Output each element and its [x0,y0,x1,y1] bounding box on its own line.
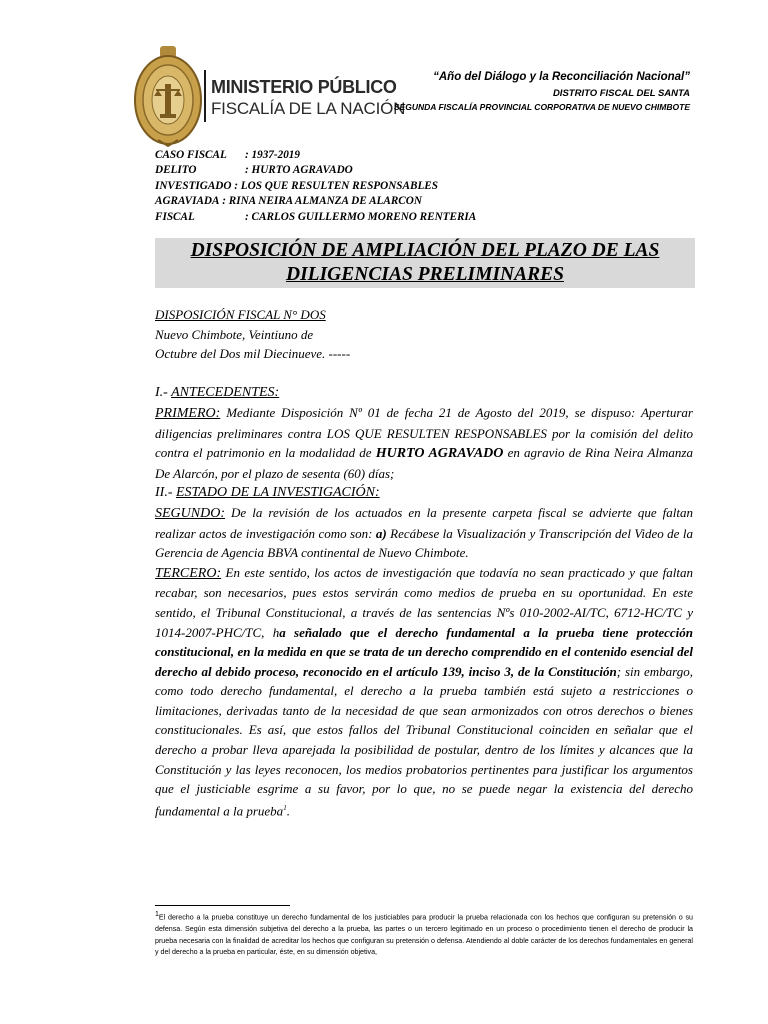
paragraph-text: . [286,803,290,819]
case-row [155,210,476,225]
footnote-text: El derecho a la prueba constituye un derecho fundamental de los justiciables para producir la prueba relacionada con los hechos que configuran su pretensión o su defensa. Según esta dimensión subjetiva del derecho a la prueba, las partes o un tercero legitimado en un proceso o procedimiento tienen el derecho de producir la prueba necesaria con la finalidad de acreditar los hechos que configuran su pretensión o defensa. Atendiendo al doble carácter de los derechos fundamentales en general y del derecho a la prueba en particular, éste, en su dimensión objetiva, [155,913,693,957]
paragraph-bold: a) [375,525,387,541]
year-motto: “Año del Diálogo y la Reconciliación Nacional” [433,71,690,83]
footnote-number: 1 [155,911,159,918]
paragraph-text: Recábese la Visualización y Transcripción del Video de la Gerencia de Agencia BBVA continental de Nuevo Chimbote. [155,525,693,561]
document-title [155,239,695,287]
case-row [155,179,476,194]
case-label: CASO FISCAL [155,149,227,161]
paragraph-tercero [155,563,693,821]
section-heading [155,383,693,403]
place-date-1: Nuevo Chimbote, Veintiuno de [155,326,314,342]
logo-line-2: FISCALÍA DE LA NACIÓN [211,99,406,118]
case-label: AGRAVIADA [155,195,220,208]
case-label: FISCAL [155,210,195,223]
paragraph-label: TERCERO: [155,565,222,581]
paragraph-label: PRIMERO: [155,405,221,421]
case-value: : RINA NEIRA ALMANZA DE ALARCON [222,195,422,208]
logo-line-1: MINISTERIO PÚBLICO [211,77,397,97]
case-row [155,163,476,178]
paragraph-text: en agravio de Rina Neira Almanza De Alarcón, por el plazo de sesenta (60) días; [155,445,693,481]
case-value: : HURTO AGRAVADO [245,164,353,177]
paragraph-label: SEGUNDO: [155,505,225,521]
title-line-2: DILIGENCIAS PRELIMINARES [286,264,564,285]
place-date-2: Octubre del Dos mil Diecinueve. ----- [155,346,351,362]
case-value: : CARLOS GUILLERMO MORENO RENTERIA [245,210,477,223]
case-label: DELITO [155,164,197,177]
disposition-number: DISPOSICIÓN FISCAL N° DOS [155,307,326,322]
case-value: : LOS QUE RESULTEN RESPONSABLES [234,179,438,192]
case-info-block [155,148,476,225]
paragraph-text: ; sin embargo, como todo derecho fundamental, el derecho a la prueba también está sujeto a restricciones o limitaciones, derivadas tanto de la necesidad de que sean armonizados con otros derechos o bienes constitucionales. Es así, que estos fallos del Tribunal Constitucional coinciden en señalar que el derecho a probar lleva aparejada la posibilidad de postular, dentro de los límites y alcances que la Constitución y las leyes reconocen, los medios probatorios pertinentes para justificar los argumentos que el justiciable esgrime a su favor, por lo que, no se puede negar la existencia del derecho fundamental a la prueba [155,663,693,819]
case-row [155,194,476,209]
section-heading [155,483,693,503]
paragraph-text: De la revisión de los actuados en la presente carpeta fiscal se advierte que faltan realizar actos de investigación como son: [155,504,693,541]
case-value: : 1937-2019 [245,149,300,161]
footnote-reference[interactable]: 1 [283,803,287,812]
paragraph-primero [155,403,693,483]
case-label: INVESTIGADO [155,179,232,192]
footnote [155,909,693,959]
district-name: DISTRITO FISCAL DEL SANTA [552,88,690,99]
section-estado: ESTADO DE LA INVESTIGACIÓN: [176,485,380,501]
title-line-1: DISPOSICIÓN DE AMPLIACIÓN DEL PLAZO DE LAS [190,240,660,261]
paragraph-bold: HURTO AGRAVADO [375,446,504,462]
paragraph-text: Mediante Disposición Nº 01 de fecha 21 de Agosto del 2019, se dispuso: Aperturar diligencias preliminares contra LOS QUE RESULTEN RESPONSABLES por la comisión del delito contra el patrimonio en la modalidad de [155,404,693,461]
ministerio-publico-seal-icon [132,44,204,148]
paragraph-bold: a señalado que el derecho fundamental a la prueba tiene protección constitucional, en la medida en que se trata de un derecho comprendido en el contenido esencial del derecho al debido proceso, reconocido en el artículo 139, inciso 3, de la Constitución [155,624,694,679]
section-antecedentes: ANTECEDENTES: [171,385,280,401]
paragraph-text: En este sentido, los actos de investigación que todavía no sean practicado y que faltan recabar, son necesarios, pues estos servirán como medios de prueba en su oportunidad. En este sentido, el Tribunal Constitucional, a través de las sentencias Nºs 010-2002-AI/TC, 6712-HC/TC y 1014-2007-PHC/TC, h [155,564,693,640]
section-number: I.- [155,385,172,401]
logo-divider [204,70,206,122]
section-number: II.- [155,485,176,501]
document-body [155,305,693,821]
paragraph-segundo [155,503,693,563]
office-name: SEGUNDA FISCALÍA PROVINCIAL CORPORATIVA DE NUEVO CHIMBOTE [393,102,690,112]
footnote-separator [155,905,290,906]
case-row [155,148,476,163]
